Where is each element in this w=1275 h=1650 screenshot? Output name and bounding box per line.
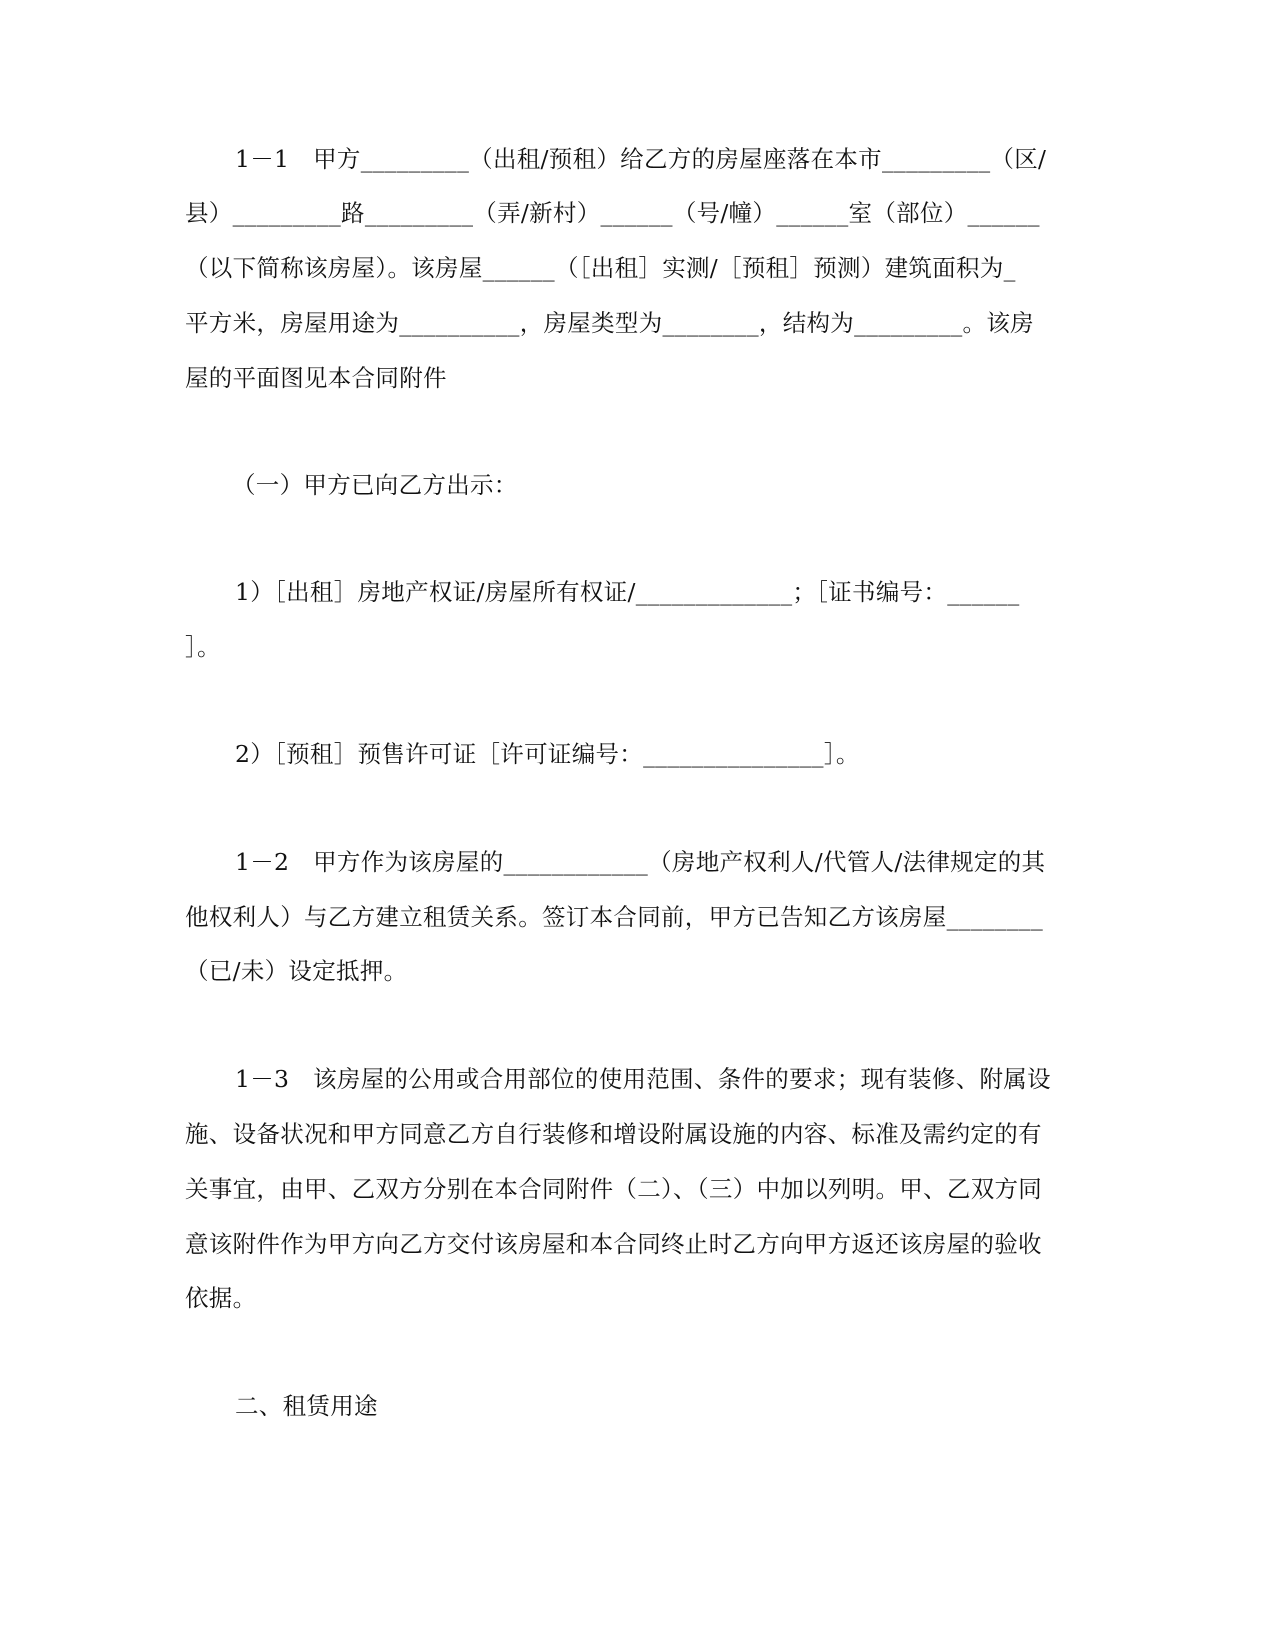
item-2-line: 2）［预租］预售许可证［许可证编号：_______________］。 (235, 740, 860, 768)
shown-documents-heading: （一）甲方已向乙方出示： (232, 471, 518, 499)
clause-1-2-line-3: （已/未）设定抵押。 (185, 957, 408, 985)
clause-1-2-line-1: 1－2 甲方作为该房屋的____________（房地产权利人/代管人/法律规定的其 (235, 848, 1046, 876)
clause-1-1-line-3: （以下简称该房屋）。该房屋______（［出租］实测/［预租］预测）建筑面积为_ (185, 254, 1016, 282)
clause-1-3-line-3: 关事宜，由甲、乙双方分别在本合同附件（二）、（三）中加以列明。甲、乙双方同 (185, 1175, 1043, 1203)
clause-1-1-line-5: 屋的平面图见本合同附件 (185, 364, 447, 392)
clause-1-3-line-1: 1－3 该房屋的公用或合用部位的使用范围、条件的要求；现有装修、附属设 (235, 1065, 1051, 1093)
section-2-heading: 二、租赁用途 (235, 1392, 378, 1420)
clause-1-1-line-1: 1－1 甲方_________（出租/预租）给乙方的房屋座落在本市_________（区/ (235, 145, 1047, 173)
item-1-line-1: 1）［出租］房地产权证/房屋所有权证/_____________；［证书编号：______ (235, 578, 1020, 606)
item-1-line-2: ］。 (185, 633, 221, 661)
clause-1-3-line-4: 意该附件作为甲方向乙方交付该房屋和本合同终止时乙方向甲方返还该房屋的验收 (185, 1230, 1042, 1258)
clause-1-3-line-5: 依据。 (185, 1284, 257, 1312)
clause-1-1-line-2: 县）_________路_________（弄/新村）______（号/幢）______室（部位）______ (185, 199, 1040, 227)
clause-1-3-line-2: 施、设备状况和甲方同意乙方自行装修和增设附属设施的内容、标准及需约定的有 (185, 1120, 1042, 1148)
clause-1-1-line-4: 平方米，房屋用途为__________，房屋类型为________，结构为_________。该房 (185, 309, 1034, 337)
clause-1-2-line-2: 他权利人）与乙方建立租赁关系。签订本合同前，甲方已告知乙方该房屋________ (185, 903, 1043, 931)
